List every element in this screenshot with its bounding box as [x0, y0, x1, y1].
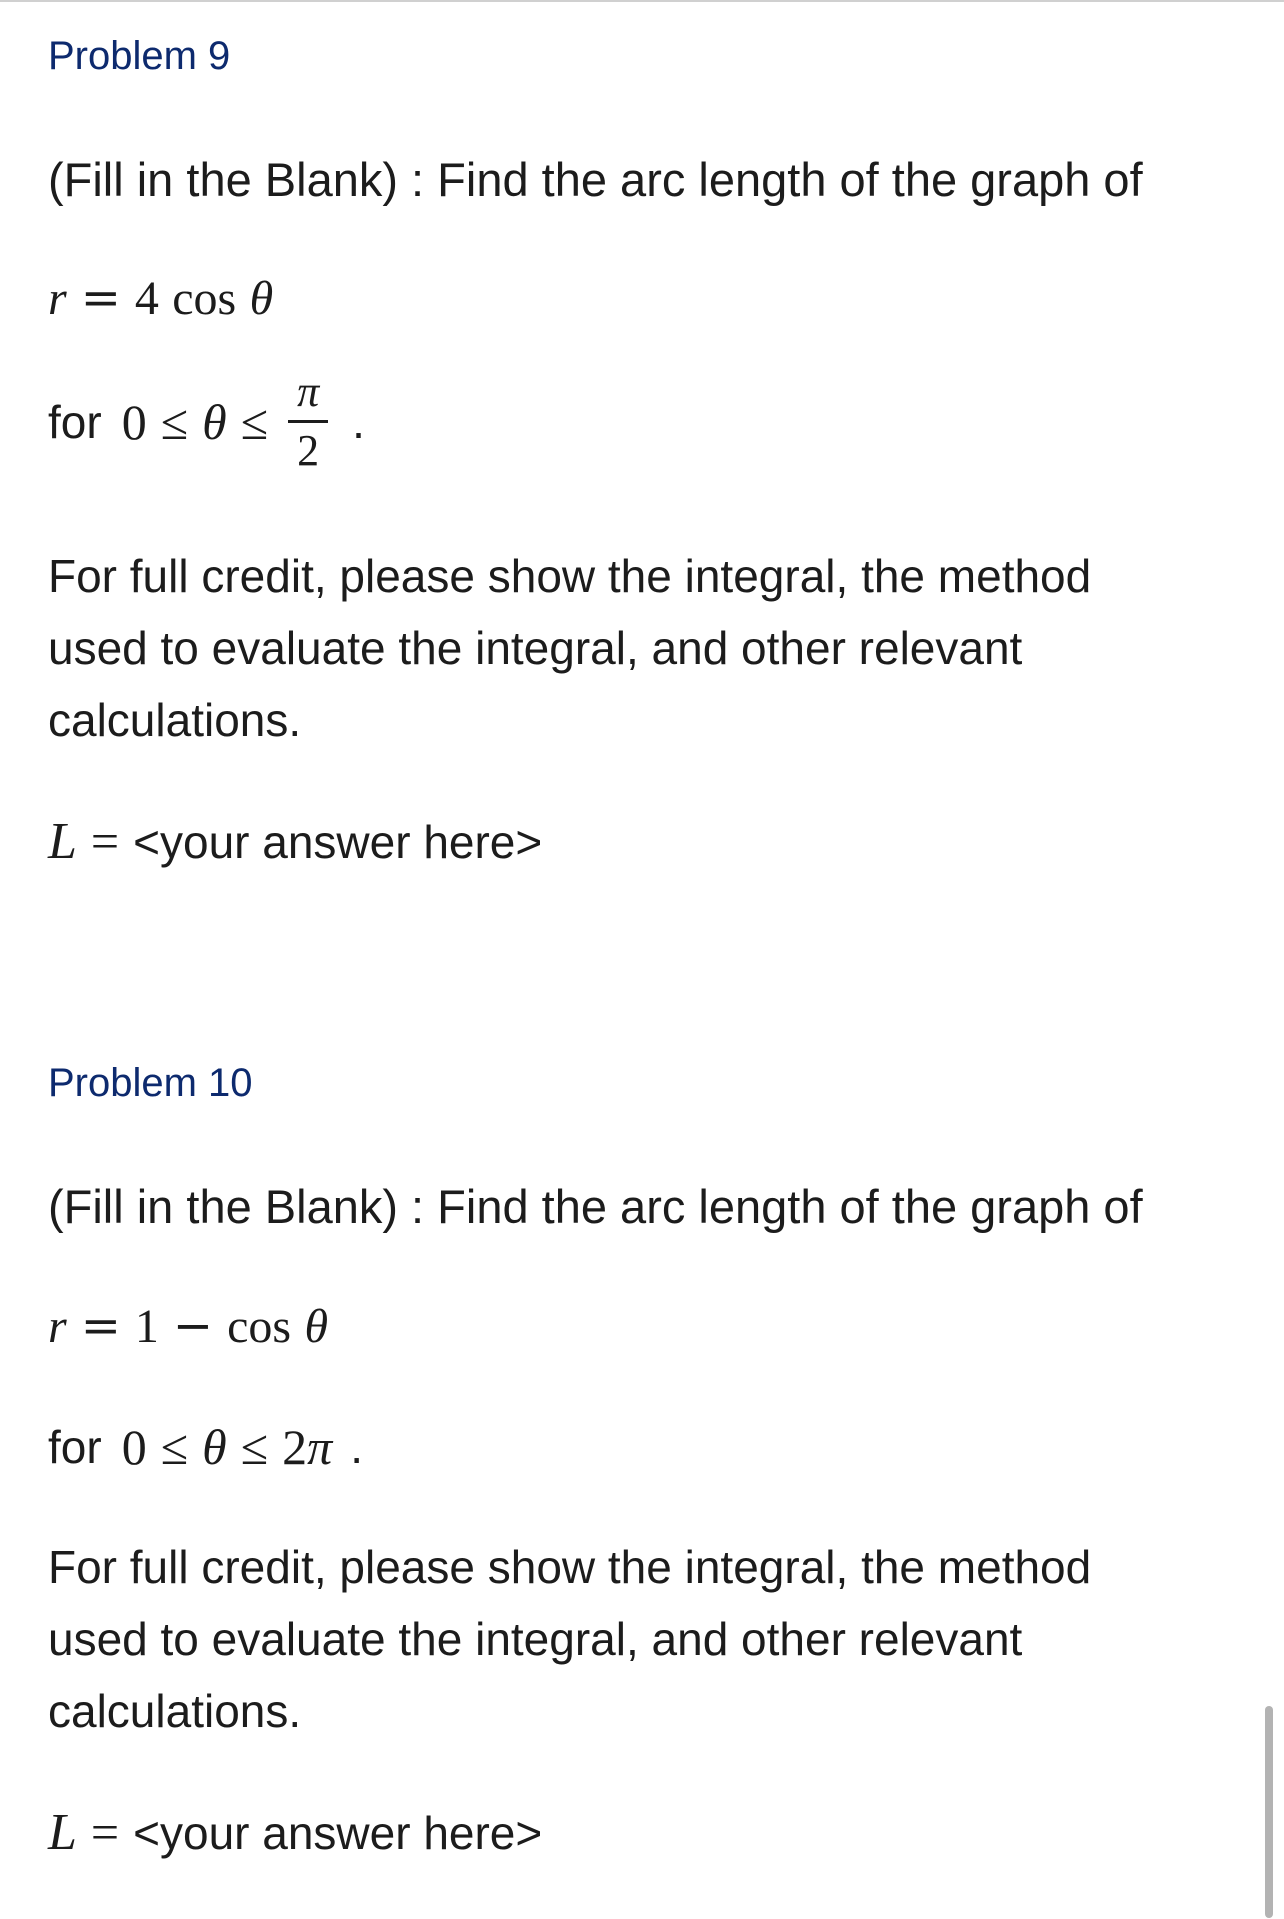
- fraction-numerator: π: [297, 367, 320, 416]
- answer-equals: =: [90, 1804, 120, 1860]
- range-le-2: ≤: [240, 393, 269, 450]
- problem-title: Problem 9: [48, 34, 231, 78]
- answer-line: [48, 1803, 542, 1862]
- answer-input[interactable]: <your answer here>: [133, 816, 543, 868]
- equation-minus: −: [172, 1298, 214, 1354]
- answer-label: L: [48, 813, 77, 870]
- range-variable: θ: [202, 393, 227, 450]
- problem-prompt: (Fill in the Blank) : Find the arc length of the graph of: [48, 1180, 1143, 1233]
- equation-variable: θ: [249, 272, 274, 325]
- domain-range: [48, 1418, 363, 1476]
- vertical-scrollbar[interactable]: [1265, 1706, 1273, 1918]
- top-divider: [0, 0, 1284, 2]
- equation: [48, 270, 273, 326]
- equation-lhs: r: [48, 272, 67, 325]
- equation-lhs: r: [48, 1300, 67, 1353]
- range-lower: 0: [121, 1419, 147, 1475]
- equation-constant: 1: [134, 1300, 159, 1353]
- instructions: For full credit, please show the integral, the method used to evaluate the integral, and other relevant calculations.: [48, 1541, 1092, 1737]
- problem-prompt: (Fill in the Blank) : Find the arc length of the graph of: [48, 153, 1143, 206]
- range-suffix: .: [350, 1421, 363, 1473]
- equation-function: cos: [172, 272, 237, 325]
- equation-coefficient: 4: [134, 272, 159, 325]
- range-variable: θ: [202, 1419, 227, 1475]
- range-le-1: ≤: [160, 1419, 189, 1475]
- range-le-1: ≤: [160, 393, 189, 450]
- fraction-denominator: 2: [297, 426, 320, 475]
- equation-equals: =: [80, 270, 121, 326]
- problem-title: Problem 10: [48, 1061, 253, 1105]
- range-prefix: for: [48, 1421, 102, 1473]
- equation-function: cos: [227, 1300, 292, 1353]
- answer-label: L: [48, 1804, 77, 1861]
- equation-equals: =: [80, 1298, 121, 1354]
- range-upper-fraction: [288, 367, 328, 475]
- answer-input[interactable]: <your answer here>: [133, 1807, 543, 1859]
- range-upper-pi: π: [307, 1419, 333, 1475]
- equation: [48, 1298, 328, 1354]
- range-upper: 2: [282, 1419, 308, 1475]
- instructions: For full credit, please show the integral, the method used to evaluate the integral, and other relevant calculations.: [48, 550, 1092, 746]
- range-suffix: .: [352, 395, 365, 448]
- range-le-2: ≤: [240, 1419, 269, 1475]
- answer-equals: =: [90, 813, 120, 869]
- range-prefix: for: [48, 395, 102, 448]
- domain-range: [48, 367, 365, 475]
- equation-variable: θ: [304, 1300, 329, 1353]
- range-lower: 0: [121, 393, 147, 450]
- answer-line: [48, 812, 542, 871]
